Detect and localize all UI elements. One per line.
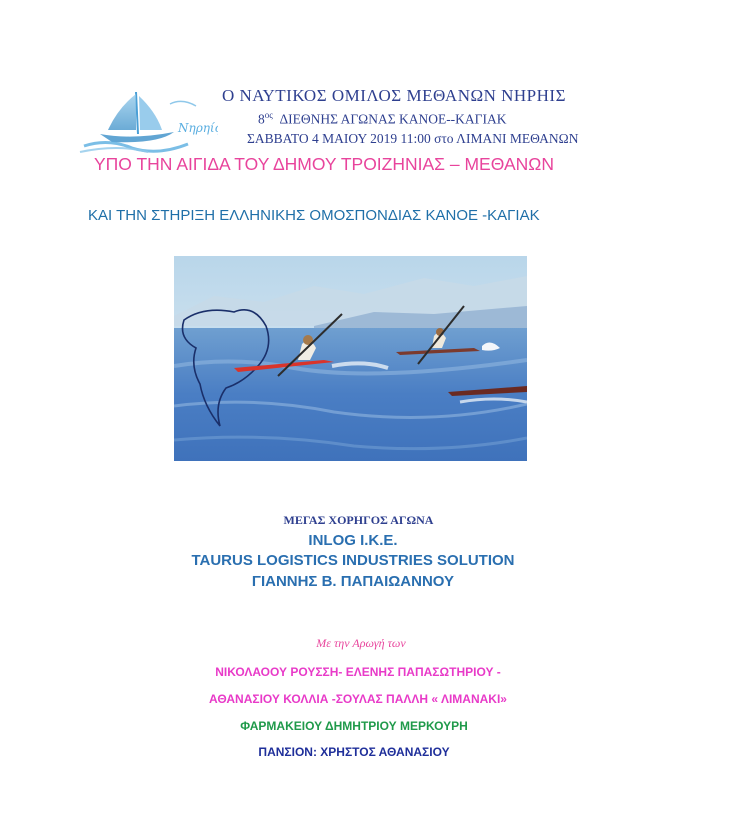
support-line: ΚΑΙ ΤΗΝ ΣΤΗΡΙΞΗ ΕΛΛΗΝΙΚΗΣ ΟΜΟΣΠΟΝΔΙΑΣ ΚΑΝΟΕ -ΚΑΓΙΑΚ	[88, 207, 540, 224]
sponsor-line-1: INLOG I.K.E.	[308, 532, 398, 549]
edition-suffix: ος	[264, 110, 273, 120]
auspices-line: ΥΠΟ ΤΗΝ ΑΙΓΙΔΑ ΤΟΥ ΔΗΜΟΥ ΤΡΟΙΖΗΝΙΑΣ – ΜΕΘΑΝΩΝ	[94, 154, 555, 174]
sailboat-icon	[78, 86, 218, 156]
kayak-painting-image	[174, 256, 527, 461]
logo-text: Nηρηίς	[178, 121, 218, 135]
kayak-painting	[174, 256, 527, 461]
race-title: ΔΙΕΘΝΗΣ ΑΓΩΝΑΣ ΚΑΝΟΕ--ΚΑΓΙΑΚ	[279, 111, 507, 127]
contributors-line-3: ΦΑΡΜΑΚΕΙΟΥ ΔΗΜΗΤΡΙΟΥ ΜΕΡΚΟΥΡΗ	[240, 719, 468, 733]
contributors-heading: Με την Αρωγή των	[316, 636, 406, 650]
sponsor-heading: ΜΕΓΑΣ ΧΟΡΗΓΟΣ ΑΓΩΝΑ	[283, 513, 434, 527]
edition-number: 8	[258, 111, 265, 127]
sponsor-line-3: ΓΙΑΝΝΗΣ Β. ΠΑΠΑΙΩΑΝΝΟΥ	[251, 573, 455, 590]
race-title-line	[258, 110, 506, 128]
club-name: Ο ΝΑΥΤΙΚΟΣ ΟΜΙΛΟΣ ΜΕΘΑΝΩΝ ΝΗΡΗΙΣ	[222, 86, 566, 105]
date-line: ΣΑΒΒΑΤΟ 4 ΜΑΙΟΥ 2019 11:00 στο ΛΙΜΑΝΙ ΜΕΘΑΝΩΝ	[247, 131, 579, 146]
contributors-line-4: ΠΑΝΣΙΟΝ: ΧΡΗΣΤΟΣ ΑΘΑΝΑΣΙΟΥ	[258, 745, 450, 759]
contributors-line-2: ΑΘΑΝΑΣΙΟΥ ΚΟΛΛΙΑ -ΣΟΥΛΑΣ ΠΑΛΛΗ « ΛΙΜΑΝΑΚΙ»	[209, 692, 507, 706]
contributors-line-1: ΝΙΚΟΛΑΟΟΥ ΡΟΥΣΣΗ- ΕΛΕΝΗΣ ΠΑΠΑΣΩΤΗΡΙΟΥ -	[215, 665, 501, 679]
sponsor-line-2: TAURUS LOGISTICS INDUSTRIES SOLUTION	[191, 552, 515, 569]
club-logo	[78, 86, 218, 156]
